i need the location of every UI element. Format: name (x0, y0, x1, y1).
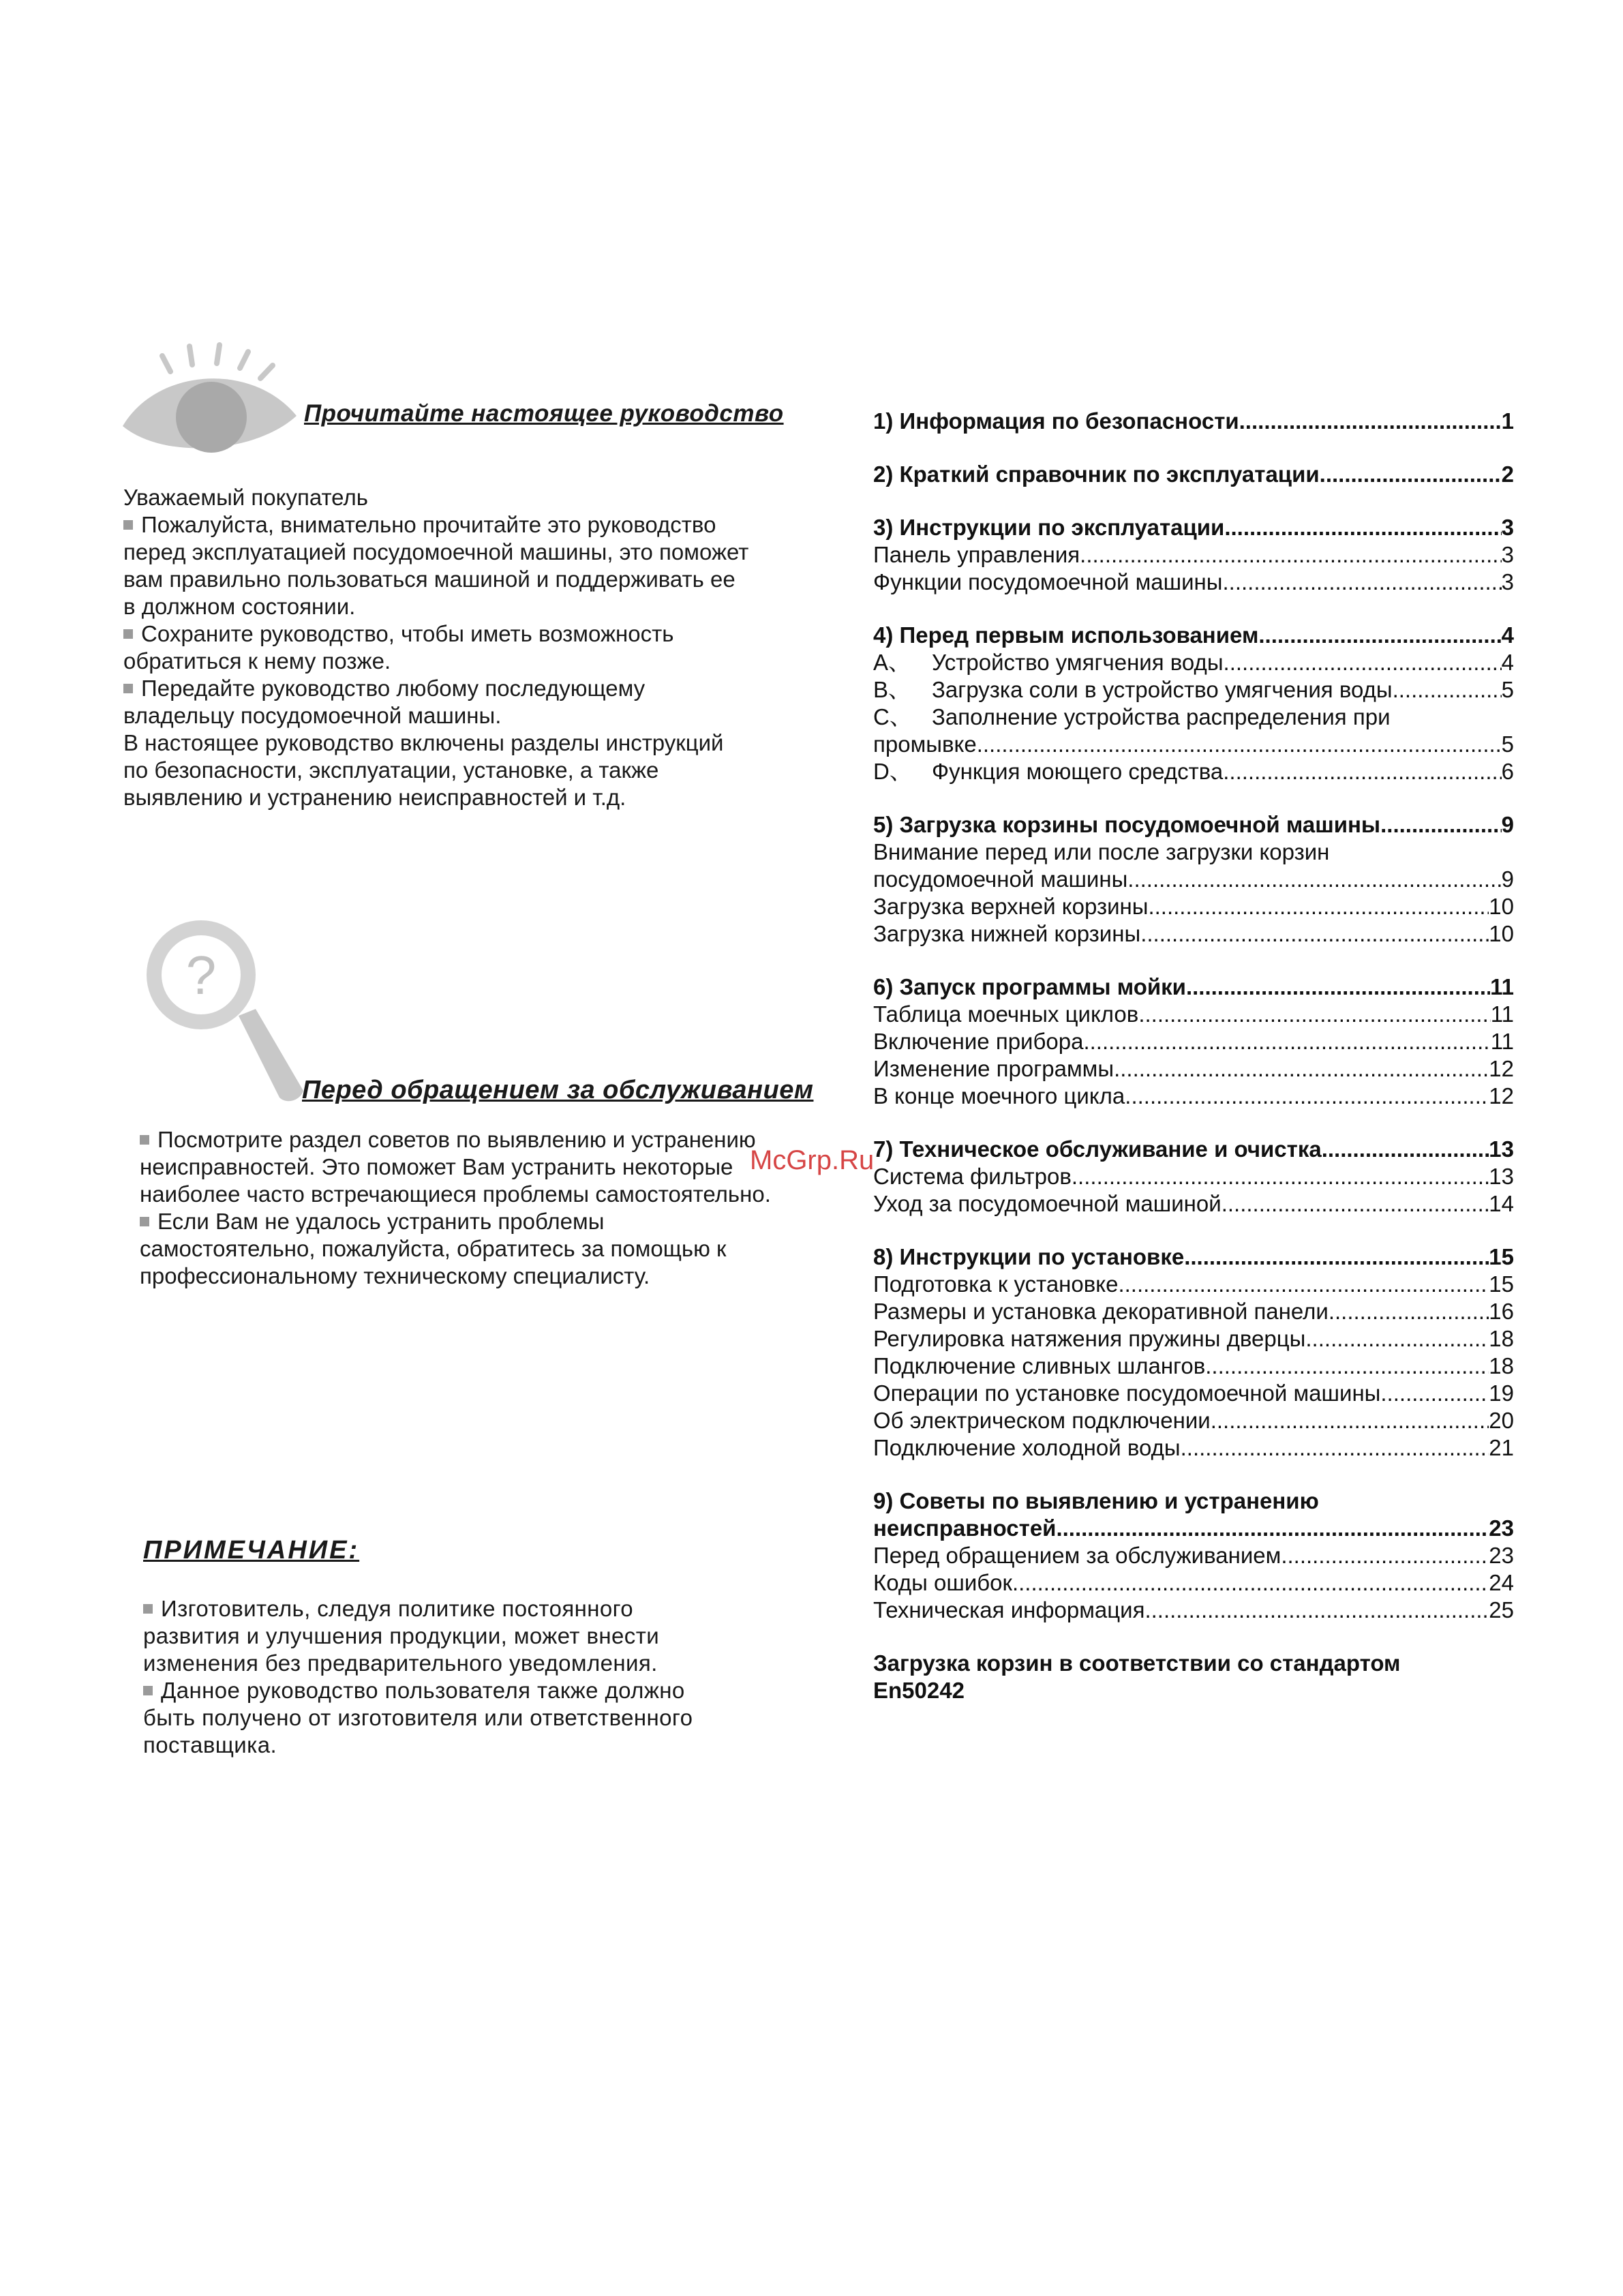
read-manual-line: обратиться к нему позже. (123, 648, 391, 674)
note-line: развития и улучшения продукции, может внести (143, 1623, 660, 1648)
bullet-square-icon (123, 629, 133, 639)
toc-section (873, 514, 1514, 596)
read-manual-line: Пожалуйста, внимательно прочитайте это руководство (123, 511, 805, 539)
note-line: изменения без предварительного уведомления. (143, 1650, 658, 1676)
read-manual-line: по безопасности, эксплуатации, установке, а также (123, 757, 659, 783)
toc-page-number: 21 (1489, 1435, 1514, 1460)
toc-page-number: 14 (1489, 1191, 1514, 1216)
read-manual-line: В настоящее руководство включены разделы инструкций (123, 730, 724, 755)
toc-page-number: .1 (1495, 408, 1514, 434)
toc-entry: неисправностей ..... 23 (873, 1515, 1514, 1542)
read-manual-text (123, 484, 805, 811)
read-manual-line: Сохраните руководство, чтобы иметь возможность (123, 620, 805, 648)
toc-page-number: 2 (1501, 462, 1514, 487)
toc-entry: En50242 (873, 1678, 965, 1703)
toc-entry: Об электрическом подключении ..... 20 (873, 1407, 1514, 1434)
toc-page-number: 4 (1501, 650, 1514, 675)
toc-entry: Подготовка к установке ..... 15 (873, 1271, 1514, 1298)
toc-entry: Таблица моечных циклов ..... 11 (873, 1001, 1514, 1028)
toc-entry: Загрузка нижней корзины ..... 10 (873, 920, 1514, 948)
toc-section (873, 408, 1514, 435)
toc-page-number: 6 (1501, 759, 1514, 784)
toc-entry: Перед обращением за обслуживанием ..... 23 (873, 1542, 1514, 1569)
toc-entry: Подключение холодной воды ..... 21 (873, 1434, 1514, 1462)
note-text (143, 1595, 825, 1759)
toc-page-number: 19 (1489, 1380, 1514, 1406)
bullet-square-icon (143, 1686, 153, 1695)
greeting: Уважаемый покупатель (123, 485, 368, 510)
toc-page-number: 12 (1489, 1056, 1514, 1081)
before-service-line: самостоятельно, пожалуйста, обратитесь за помощью к (140, 1236, 727, 1261)
toc-entry: 9) Советы по выявлению и устранению (873, 1488, 1319, 1513)
toc-page-number: 20 (1489, 1408, 1514, 1433)
toc-page-number: 3 (1501, 515, 1514, 540)
toc-entry: A、 Устройство умягчения воды ..... 4 (873, 649, 1514, 676)
toc-page-number: 5 (1501, 677, 1514, 702)
toc-section (873, 461, 1514, 488)
toc-page-number: 24 (1489, 1570, 1514, 1595)
read-manual-line: владельцу посудомоечной машины. (123, 703, 502, 728)
toc-entry: 8) Инструкции по установке ..... 15 (873, 1243, 1514, 1271)
toc-page-number: 3 (1501, 569, 1514, 594)
toc-entry: 6) Запуск программы мойки ..... 11 (873, 973, 1514, 1001)
read-manual-line: Передайте руководство любому последующему (123, 675, 805, 702)
toc-page-number: 9 (1501, 812, 1514, 837)
toc-entry: 2) Краткий справочник по эксплуатации ..... 2 (873, 461, 1514, 488)
note-heading: ПРИМЕЧАНИЕ: (143, 1536, 360, 1565)
toc-section (873, 1487, 1514, 1624)
toc-entry: Загрузка корзин в соответствии со стандартом (873, 1650, 1401, 1676)
note-line: быть получено от изготовителя или ответственного (143, 1705, 693, 1730)
toc-entry: B、 Загрузка соли в устройство умягчения воды ..... 5 (873, 676, 1514, 704)
toc-entry: Размеры и установка декоративной панели ..... 16 (873, 1298, 1514, 1325)
before-service-line: Посмотрите раздел советов по выявлению и устранению (140, 1126, 821, 1153)
before-service-text (140, 1126, 821, 1290)
toc-entry: Изменение программы ..... 12 (873, 1055, 1514, 1083)
magnifier-question-icon (136, 907, 314, 1111)
note-line: поставщика. (143, 1732, 277, 1757)
toc-page-number: 12 (1489, 1083, 1514, 1108)
toc-entry: Операции по установке посудомоечной машины ..... 19 (873, 1380, 1514, 1407)
toc-page-number: 23 (1489, 1515, 1514, 1541)
toc-entry: 5) Загрузка корзины посудомоечной машины ..... 9 (873, 811, 1514, 839)
toc-entry: промывке ..... 5 (873, 731, 1514, 758)
watermark: McGrp.Ru (750, 1145, 875, 1175)
toc-page-number: 25 (1489, 1597, 1514, 1622)
toc-page-number: 23 (1489, 1543, 1514, 1568)
toc-entry: Уход за посудомоечной машиной ..... 14 (873, 1190, 1514, 1218)
toc-page-number: 9 (1501, 866, 1514, 892)
read-manual-line: выявлению и устранению неисправностей и т.д. (123, 785, 626, 810)
table-of-contents (873, 408, 1514, 1730)
toc-page-number: 18 (1489, 1353, 1514, 1378)
toc-page-number: 5 (1501, 731, 1514, 757)
toc-section (873, 811, 1514, 948)
before-service-line: неисправностей. Это поможет Вам устранить некоторые (140, 1154, 733, 1179)
toc-entry: Внимание перед или после загрузки корзин (873, 839, 1330, 864)
toc-entry: Коды ошибок ..... 24 (873, 1569, 1514, 1597)
bullet-square-icon (123, 684, 133, 693)
before-service-line: Если Вам не удалось устранить проблемы (140, 1208, 821, 1235)
toc-entry: Техническая информация ..... 25 (873, 1597, 1514, 1624)
toc-entry: C、 Заполнение устройства распределения при (873, 704, 1391, 729)
toc-section (873, 1136, 1514, 1218)
before-service-line: наиболее часто встречающиеся проблемы самостоятельно. (140, 1181, 771, 1207)
toc-entry: Загрузка верхней корзины ..... 10 (873, 893, 1514, 920)
bullet-square-icon (143, 1604, 153, 1614)
toc-page-number: 15 (1489, 1244, 1514, 1269)
toc-page-number: 13 (1489, 1164, 1514, 1189)
toc-entry: посудомоечной машины ..... 9 (873, 866, 1514, 893)
toc-entry: Система фильтров ..... 13 (873, 1163, 1514, 1190)
read-manual-heading: Прочитайте настоящее руководство (304, 400, 784, 427)
toc-page-number: 18 (1489, 1326, 1514, 1351)
toc-entry: Включение прибора ..... 11 (873, 1028, 1514, 1055)
toc-entry: D、 Функция моющего средства ..... 6 (873, 758, 1514, 785)
toc-page-number: 11 (1490, 1001, 1514, 1027)
toc-page-number: 15 (1489, 1271, 1514, 1297)
toc-page-number: 10 (1489, 894, 1514, 919)
toc-entry: Функции посудомоечной машины ..... 3 (873, 569, 1514, 596)
read-manual-line: перед эксплуатацией посудомоечной машины, это поможет (123, 539, 749, 564)
toc-section (873, 1243, 1514, 1462)
note-line: Изготовитель, следуя политике постоянного (143, 1595, 825, 1622)
note-line: Данное руководство пользователя также должно (143, 1677, 825, 1704)
toc-page-number: 16 (1489, 1299, 1514, 1324)
bullet-square-icon (140, 1217, 149, 1226)
toc-page-number: 11 (1490, 974, 1514, 999)
toc-page-number: 10 (1489, 921, 1514, 946)
read-manual-line: в должном состоянии. (123, 594, 356, 619)
bullet-square-icon (140, 1135, 149, 1145)
read-manual-line: вам правильно пользоваться машиной и поддерживать ее (123, 567, 735, 592)
toc-entry: 7) Техническое обслуживание и очистка ..... 13 (873, 1136, 1514, 1163)
toc-entry: Регулировка натяжения пружины дверцы ..... 18 (873, 1325, 1514, 1353)
toc-page-number: 13 (1489, 1136, 1514, 1162)
toc-section (873, 622, 1514, 785)
toc-entry: В конце моечного цикла ..... 12 (873, 1083, 1514, 1110)
toc-page-number: 4 (1501, 622, 1514, 648)
svg-text:?: ? (185, 945, 217, 1006)
toc-entry: 1) Информация по безопасности ..... .1 (873, 408, 1514, 435)
bullet-square-icon (123, 520, 133, 530)
toc-page-number: 3 (1501, 542, 1514, 567)
toc-section (873, 973, 1514, 1110)
toc-entry: Панель управления ..... 3 (873, 541, 1514, 569)
toc-section (873, 1650, 1514, 1704)
toc-entry: 3) Инструкции по эксплуатации ..... 3 (873, 514, 1514, 541)
eye-icon (116, 341, 307, 457)
before-service-heading: Перед обращением за обслуживанием (302, 1076, 814, 1104)
before-service-line: профессиональному техническому специалисту. (140, 1263, 650, 1288)
toc-page-number: 11 (1490, 1029, 1514, 1054)
toc-entry: Подключение сливных шлангов ..... 18 (873, 1353, 1514, 1380)
toc-entry: 4) Перед первым использованием ..... 4 (873, 622, 1514, 649)
